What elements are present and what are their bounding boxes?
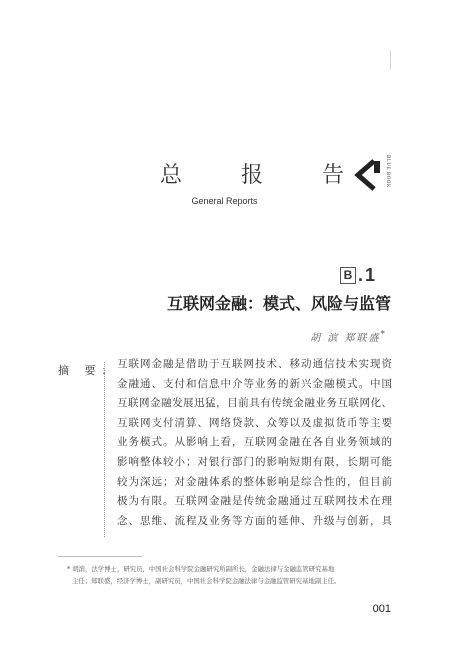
section-subtitle: General Reports	[191, 196, 258, 206]
chapter-num: .1	[358, 264, 378, 285]
section-title: 总 报 告	[160, 163, 370, 188]
abstract-label: 摘 要：	[58, 364, 119, 377]
footnote	[58, 563, 398, 587]
abstract-line: 念、思维、流程及业务等方面的延伸、升级与创新，具	[117, 514, 392, 527]
abstract-body	[117, 355, 392, 531]
footnote-line: 主任；郑联盛，经济学博士，副研究员，中国社会科学院金融法律与金融监管研究基地副主任。	[72, 577, 341, 585]
abstract-line: 较为深远；对金融体系的整体影响是综合性的，但目前	[117, 475, 392, 488]
authors	[310, 329, 385, 344]
footnote-line: * 胡滨，法学博士，研究员，中国社会科学院金融研究所副所长，金融法律与金融监管研究基地	[67, 565, 335, 573]
footnote-divider	[58, 556, 142, 557]
article-title: 互联网金融：模式、风险与监管	[166, 294, 391, 313]
abstract-line: 影响整体较小；对银行部门的影响短期有限，长期可能	[117, 455, 392, 468]
abstract-line: 互联网金融发展迅猛，目前具有传统金融业务互联网化、	[117, 397, 392, 410]
edge-mark	[390, 50, 391, 70]
chapter-letter-icon: B	[340, 267, 356, 284]
logo-text: BLUE BOOK	[385, 155, 390, 188]
abstract-line: 金融通、支付和信息中介等业务的新兴金融模式。中国	[117, 377, 392, 390]
page-number: 001	[372, 603, 391, 615]
author-footnote-mark: *	[380, 329, 385, 340]
abstract-line: 互联网金融是借助于互联网技术、移动通信技术实现资	[117, 358, 392, 370]
abstract-divider	[104, 362, 105, 537]
chapter-number	[340, 264, 377, 286]
abstract-line: 互联网支付清算、网络贷款、众筹以及虚拟货币等主要	[117, 416, 392, 429]
author-names: 胡 滨 郑联盛	[310, 333, 381, 344]
abstract-line: 业务模式。从影响上看，互联网金融在各自业务领域的	[117, 436, 392, 449]
abstract-line: 极为有限。互联网金融是传统金融通过互联网技术在理	[117, 495, 392, 508]
